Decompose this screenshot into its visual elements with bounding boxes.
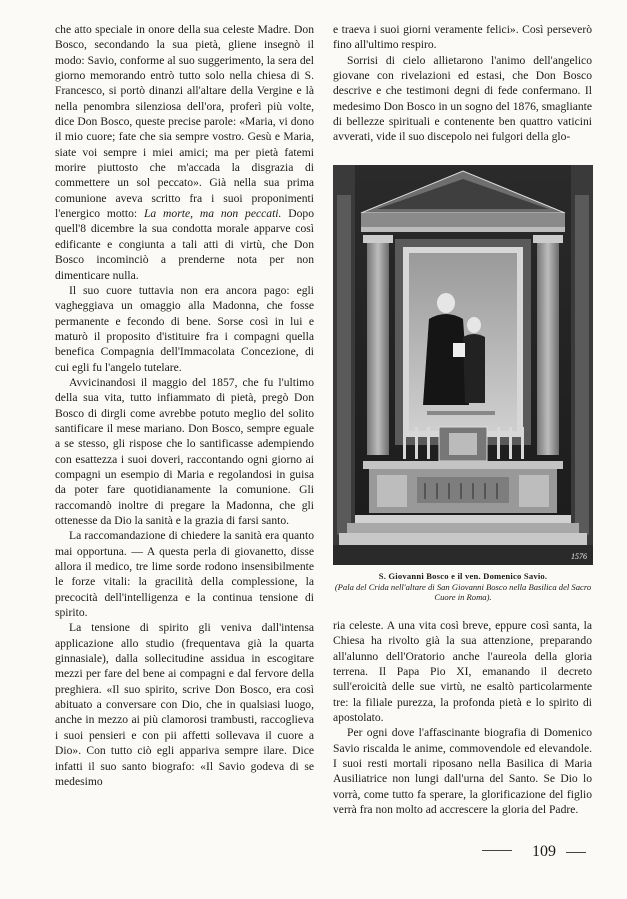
motto-text: La morte, ma non peccati.	[143, 207, 282, 221]
page-number: 109	[532, 843, 556, 860]
paragraph: La raccomandazione di chiedere la sanità era quanto mai opportuna. — A questa perla di giovanetto, disse allora il medico, tre lime sorde rodono insensibilmente le forze vitali: la gracilità della complessione, la precocità dell'intelligenza e la continua tensione di spirito.	[55, 529, 314, 620]
paragraph	[55, 22, 314, 283]
paragraph-text: che atto speciale in onore della sua celeste Madre. Don Bosco, secondando la sua pietà, gliene insegnò il modo: Savio, conforme al suo suggerimento, la sera del giorno memorando entrò tutto solo nella chiesa di S. Francesco, si portò dinanzi all'altare della Vergine e là nella penombra silenziosa dell'ora, proferì più volte, dice Don Bosco, queste precise parole: «Maria, vi dono il mio cuore; fate che sia sempre vostro. Gesù e Maria, siate voi sempre i miei amici; ma per pietà fatemi morire piuttosto che m'accada la disgrazia di commettere un sol peccato». Già nella sua prima comunione aveva scritto fra i suoi proponimenti l'energico motto:	[55, 23, 314, 221]
caption-title: S. Giovanni Bosco e il ven. Domenico Savio.	[378, 571, 548, 581]
caption-subtitle: (Pala del Crida nell'altare di San Giovanni Bosco nella Basilica del Sacro Cuore in Roma).	[334, 581, 592, 603]
altar-illustration	[333, 165, 593, 565]
altar-photograph	[333, 165, 593, 565]
left-text-column	[55, 22, 314, 789]
ornamental-dash	[482, 850, 512, 851]
paragraph: Sorrisi di cielo allietarono l'animo dell'angelico giovane con rivelazioni ed estasi, che Don Bosco descrive e che testimoni degni di fede confermano. Il medesimo Don Bosco in un sogno del 1876, smagliante di bellezze spirituali e contenente ben quattro vaticini avverati, vide il suo discepolo nei fulgori della glo-	[333, 53, 592, 144]
negative-number: 1576	[571, 552, 587, 561]
paragraph: e traeva i suoi giorni veramente felici». Così perseverò fino all'ultimo respiro.	[333, 23, 592, 52]
photo-caption	[333, 571, 593, 603]
paragraph: La tensione di spirito gli veniva dall'intensa applicazione allo studio (frequentava già la quarta ginnasiale), dalla sollecitudine assidua in escogitare mezzi per fare del bene ai compagni e dal fervore della preghiera. «Il suo spirito, scrive Don Bosco, era così abituato a conversare con Dio, che in qualsiasi luogo, anche in mezzo ai più clamorosi trambusti, raccoglieva i suoi pensieri e con pii affetti sollevava il cuore a Dio». Con tutto ciò egli appariva sempre ilare. Dice infatti il suo santo biografo: «Il Savio godeva di se medesimo	[55, 621, 314, 788]
right-text-column-top	[333, 22, 592, 145]
right-text-column-bottom	[333, 618, 592, 817]
ornamental-dash	[566, 852, 586, 853]
paragraph: Avvicinandosi il maggio del 1857, che fu l'ultimo della sua vita, tutto infiammato di pietà, pregò Don Bosco di dirgli come avrebbe potuto meglio del solito santificare il mese mariano. Don Bosco, sempre eguale a se stesso, gli rispose che lo santificasse adempiendo con esattezza i suoi doveri, raccontando ogni giorno ai compagni un esempio di Maria e regolandosi in guisa da poter fare quotidianamente la comunione. Gli raccomandò inoltre di pregare la Madonna, che gli ottenesse da Dio la sanità e la grazia di farsi santo.	[55, 375, 314, 527]
paragraph: Per ogni dove l'affascinante biografia di Domenico Savio riscalda le anime, commovendole ed elevandole. I suoi resti mortali riposano nella Basilica di Maria Ausiliatrice non lungi dall'urna del Santo. Se Dio lo vorrà, come tutto fa sperare, la glorificazione del figlio verrà fra non molto ad accrescere la gloria del Padre.	[333, 726, 592, 817]
paragraph: Il suo cuore tuttavia non era ancora pago: egli vagheggiava un omaggio alla Madonna, che fosse permanente e fecondo di bene. Sorse così in lui e maturò il proposito d'istituire fra i compagni quella benefica Compagnia dell'Immacolata Concezione, di cui egli fu l'angelo tutelare.	[55, 283, 314, 374]
paragraph: ria celeste. A una vita così breve, eppure così santa, la Chiesa ha rivolto già la sua attenzione, preparando all'alunno dell'Oratorio anche l'aureola della gloria terrena. Il Papa Pio XI, emanando il decreto sull'eroicità delle sue virtù, ne esaltò particolarmente tre: la filiale purezza, la profonda pietà e lo spirito di apostolato.	[333, 619, 592, 725]
paragraph-text: Dopo quell'8 dicembre la sua condotta morale apparve così edificante e congiunta a tali atti di virtù, che Don Bosco incominciò a prenderne nota per non dimenticare nulla.	[55, 207, 315, 282]
